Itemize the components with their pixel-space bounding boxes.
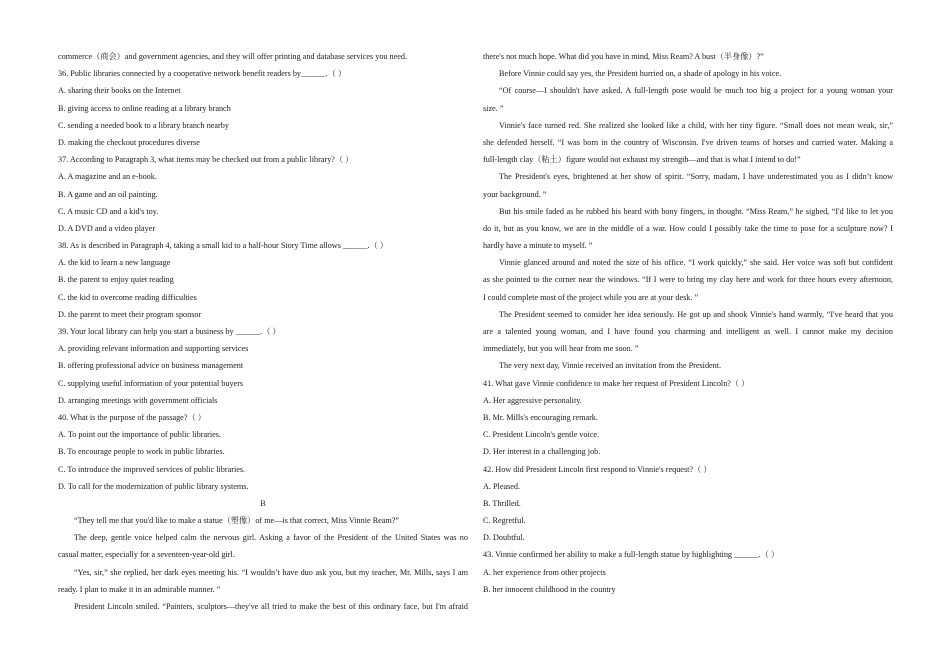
text-line: C. Regretful.: [483, 516, 526, 526]
text-line: C. sending a needed book to a library branch nearby: [58, 120, 229, 130]
text-line: B: [260, 498, 266, 508]
text-line: A. her experience from other projects: [483, 567, 606, 577]
text-line: D. A DVD and a video player: [58, 223, 156, 233]
text-line: B. giving access to online reading at a library branch: [58, 103, 231, 113]
text-line: A. Pleased.: [483, 481, 521, 491]
text-line: C. A music CD and a kid's toy.: [58, 206, 159, 216]
text-line: do it, but as you know, we are in the middle of a war. How could I possibly take the time to pose for a sculpture now? I: [483, 223, 893, 233]
text-line: But his smile faded as he rubbed his beard with bony fingers, in thought. “Miss Ream,” he sighed, “I'd like to let you: [499, 206, 893, 216]
text-line: D. making the checkout procedures diverse: [58, 137, 200, 147]
text-line: there's not much hope. What did you have in mind, Miss Ream? A bust（半身像）?”: [483, 52, 764, 61]
text-line: C. To introduce the improved services of public libraries.: [58, 464, 246, 474]
text-line: 39. Your local library can help you start a business by ______.（ ）: [58, 327, 281, 336]
text-line: B. offering professional advice on business management: [58, 361, 244, 371]
text-line: The President seemed to consider her idea seriously. He got up and shook Vinnie's hand warmly, “I've heard that you: [499, 309, 893, 319]
text-line: Vinnie glanced around and noted the size of his office. “I work quickly,” she said. Her voice was soft but confident: [499, 258, 893, 268]
text-line: are a talented young woman, and I have found you charming and intelligent as well. I cannot make my decision: [483, 327, 893, 336]
text-line: D. arranging meetings with government officials: [58, 395, 218, 405]
text-line: 37. According to Paragraph 3, what items may be checked out from a public library?（ ）: [58, 155, 354, 165]
text-line: A. A magazine and an e-book.: [58, 172, 157, 182]
text-line: D. To call for the modernization of public library systems.: [58, 481, 249, 491]
left-column: [58, 48, 468, 615]
text-line: as she pointed to the corner near the windows. “If I were to bring my clay here and work for three hours every afternoon,: [483, 275, 893, 285]
text-line: C. the kid to overcome reading difficulties: [58, 292, 197, 302]
text-line: immediately, but you will hear from me soon. ”: [483, 344, 639, 354]
text-line: your background. ”: [483, 189, 547, 199]
text-line: A. To point out the importance of public libraries.: [58, 430, 221, 440]
text-line: D. Her interest in a challenging job.: [483, 447, 601, 457]
text-line: President Lincoln smiled. “Painters, sculptors—they've all tried to make the best of this ordinary face, but I'm afraid: [74, 602, 468, 611]
text-line: “Yes, sir,” she replied, her dark eyes meeting his. “I wouldn’t have duo ask you, but my teacher, Mr. Mills, says I am: [74, 567, 468, 577]
text-line: 36. Public libraries connected by a cooperative network benefit readers by______.（ ）: [58, 69, 347, 79]
text-line: The deep, gentle voice helped calm the nervous girl. Asking a favor of the President of the United States was no: [74, 533, 468, 543]
text-line: The President's eyes, brightened at her show of spirit. “Sorry, madam, I have underestimated you as I didn’t know: [499, 172, 893, 182]
text-line: “They tell me that you'd like to make a statue（塑像）of me—is that correct, Miss Vinnie Ream?”: [74, 516, 400, 526]
text-line: I could complete most of the project while you are at your desk. ”: [483, 292, 699, 302]
text-line: Before Vinnie could say yes, the President hurried on, a shade of apology in his voice.: [499, 69, 782, 79]
text-line: D. Doubtful.: [483, 533, 525, 543]
text-line: “Of course—I shouldn't have asked. A full-length pose would be much too big a project for a young woman your: [499, 86, 893, 96]
text-line: size. ”: [483, 103, 504, 113]
text-line: C. supplying useful information of your potential buyers: [58, 378, 244, 388]
text-line: B. the parent to enjoy quiet reading: [58, 275, 174, 285]
text-line: 40. What is the purpose of the passage?（ ）: [58, 412, 206, 422]
text-line: casual matter, especially for a seventeen-year-old girl.: [58, 550, 235, 560]
text-line: B. her innocent childhood in the country: [483, 584, 616, 594]
text-line: A. sharing their books on the Internet: [58, 86, 181, 96]
text-line: she defended herself. “I was born in the country of Wisconsin. I've driven teams of horses and carried water. Making a: [483, 137, 893, 147]
text-line: ready. I plan to make it in an admirable manner. ”: [58, 584, 221, 594]
text-line: B. Thrilled.: [483, 498, 521, 508]
text-line: B. To encourage people to work in public libraries.: [58, 447, 225, 457]
text-line: full-length clay（粘土）figure would not exhaust my strength—and that is what I intend to do!”: [483, 155, 801, 165]
text-line: hardly have a minute to myself. ”: [483, 241, 593, 251]
text-line: Vinnie's face turned red. She realized she looked like a child, with her tiny figure. “Small does not mean weak, sir,”: [499, 120, 893, 130]
text-line: 41. What gave Vinnie confidence to make her request of President Lincoln?（ ）: [483, 378, 750, 388]
text-line: C. President Lincoln's gentle voice.: [483, 430, 600, 440]
right-column: [483, 48, 893, 598]
text-line: 43. Vinnie confirmed her ability to make a full-length statue by highlighting ______.（ ）: [483, 550, 780, 560]
text-line: B. Mr. Mills's encouraging remark.: [483, 412, 598, 422]
text-line: commerce（商会）and government agencies, and they will offer printing and database services you need.: [58, 52, 408, 61]
text-line: A. the kid to learn a new language: [58, 258, 171, 268]
text-line: 42. How did President Lincoln first respond to Vinnie's request?（ ）: [483, 464, 712, 474]
text-line: 38. As is described in Paragraph 4, taking a small kid to a half-hour Story Time allows ______.（ ）: [58, 241, 388, 251]
text-line: D. the parent to meet their program sponsor: [58, 309, 202, 319]
text-line: B. A game and an oil painting.: [58, 189, 158, 199]
text-line: The very next day, Vinnie received an invitation from the President.: [499, 361, 722, 371]
text-line: A. providing relevant information and supporting services: [58, 344, 249, 354]
text-line: A. Her aggressive personality.: [483, 395, 582, 405]
